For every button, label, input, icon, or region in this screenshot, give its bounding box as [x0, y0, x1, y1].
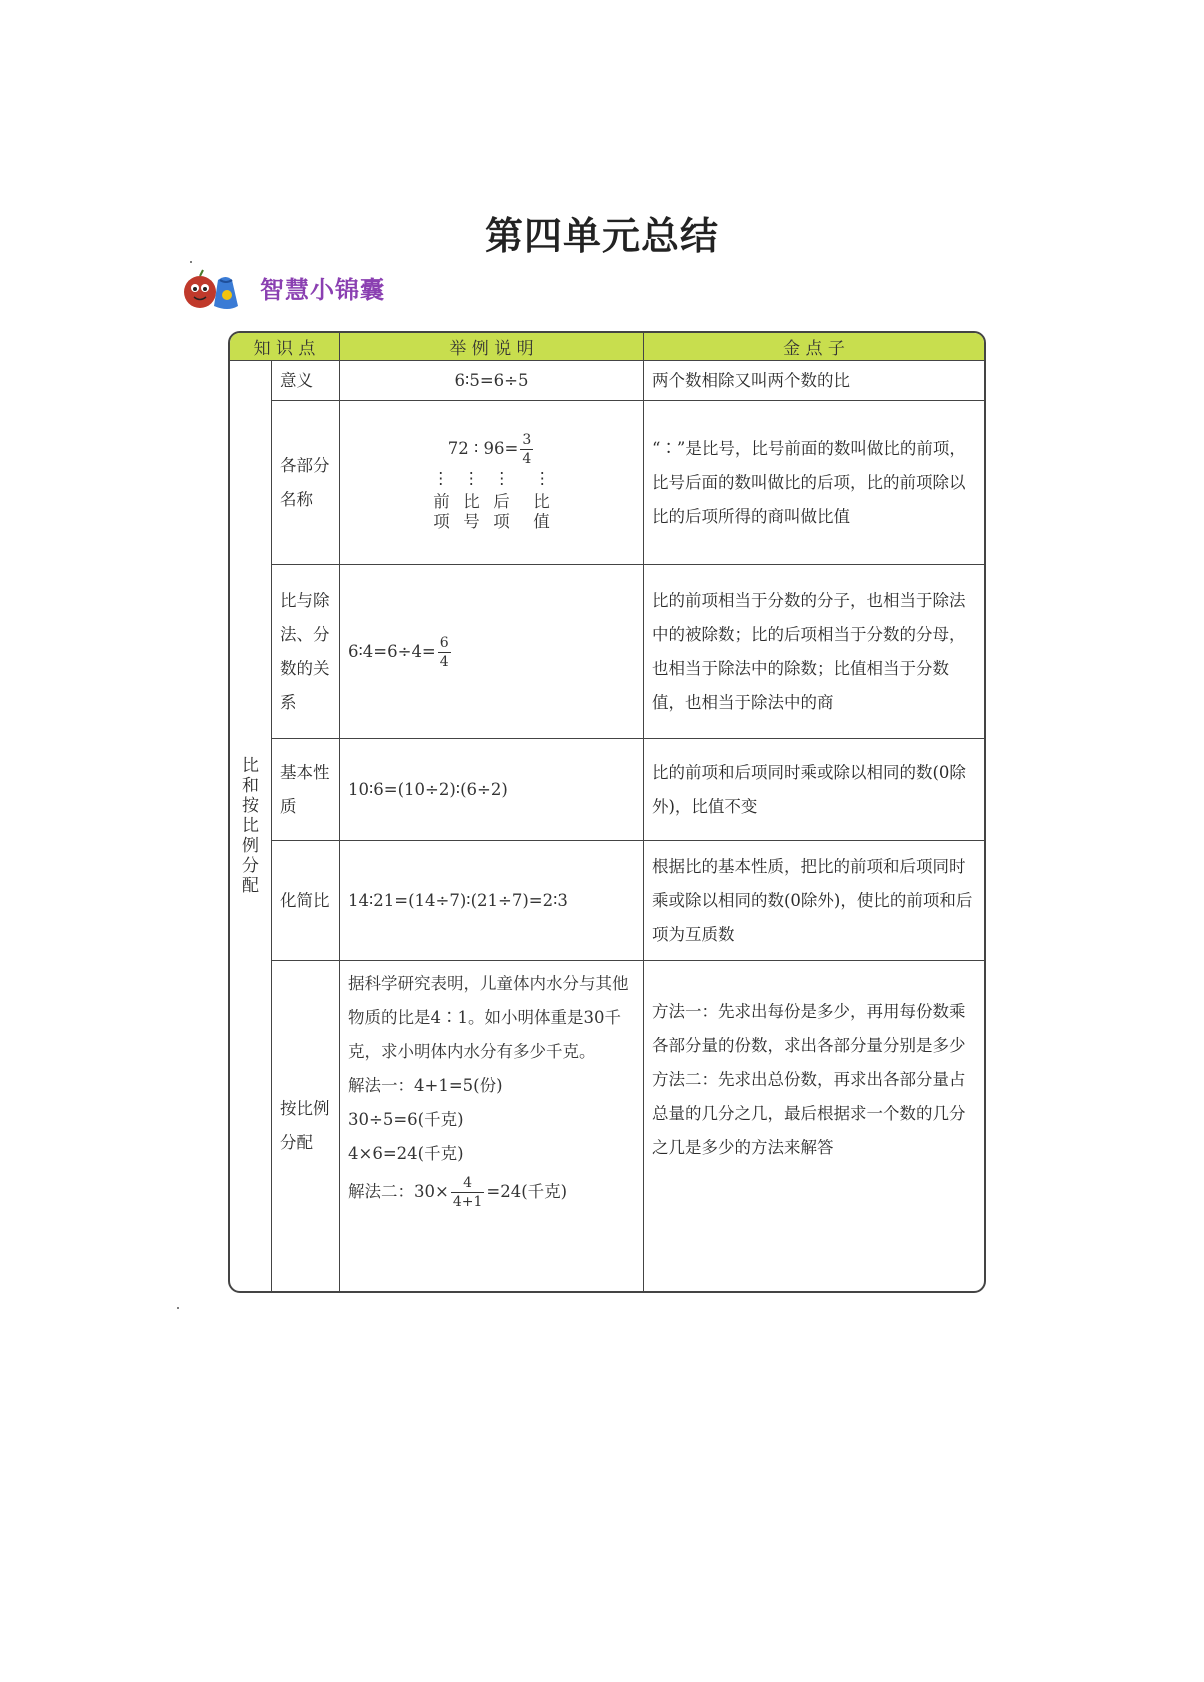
table-row	[230, 961, 984, 1291]
section-banner-label: 智慧小锦囊	[260, 276, 385, 304]
example-cell	[340, 961, 644, 1291]
section-banner	[182, 266, 442, 314]
page-title: 第四单元总结	[484, 214, 719, 258]
solution-2-prefix: 解法二：30×	[348, 1182, 449, 1201]
topic-cell: 按比例分配	[272, 961, 340, 1291]
group-label-cell	[230, 361, 272, 1291]
group-label: 比和按比例分配	[242, 756, 259, 896]
tip-cell: 比的前项相当于分数的分子，也相当于除法中的被除数；比的后项相当于分数的分母，也相当于除法中的除数；比值相当于分数值，也相当于除法中的商	[644, 565, 984, 739]
method-1: 方法一：先求出每份是多少，再用每份数乘各部分量的份数，求出各部分量分别是多少	[652, 1002, 966, 1055]
ratio-equation-text: 72 ∶ 96=	[447, 439, 519, 458]
example-cell: 6∶5=6÷5	[340, 361, 644, 401]
solution-1-step-3: 4×6=24(千克)	[348, 1144, 464, 1163]
table-row	[230, 841, 984, 961]
topic-cell: 意义	[272, 361, 340, 401]
solution-2-fraction	[451, 1176, 485, 1209]
example-cell	[340, 565, 644, 739]
solution-2-suffix: =24(千克)	[486, 1182, 568, 1201]
fraction-numerator: 4	[451, 1176, 485, 1193]
fraction-denominator: 4	[522, 451, 532, 467]
part-label-antecedent: 前项	[433, 492, 450, 531]
table-header-row	[230, 333, 984, 361]
table-row	[230, 565, 984, 739]
part-labels	[348, 492, 635, 532]
fraction-denominator: 4+1	[452, 1194, 483, 1210]
topic-cell: 各部分名称	[272, 401, 340, 565]
scan-speck	[190, 261, 192, 263]
topic-cell: 化简比	[272, 841, 340, 961]
table-row	[230, 401, 984, 565]
summary-table	[228, 331, 986, 1293]
mascot-icon	[182, 266, 254, 312]
ratio-equation	[348, 433, 635, 466]
header-tip: 金 点 子	[644, 333, 984, 361]
part-label-ratio-sign: 比号	[463, 492, 480, 531]
tip-cell: 比的前项和后项同时乘或除以相同的数(0除外)，比值不变	[644, 739, 984, 841]
pointer-marks: ⋮ ⋮ ⋮ ⋮	[432, 469, 551, 488]
scan-speck	[177, 1307, 179, 1309]
fraction-numerator: 3	[522, 432, 532, 448]
table-row	[230, 361, 984, 401]
table-row	[230, 739, 984, 841]
tip-cell: 两个数相除又叫两个数的比	[644, 361, 984, 401]
topic-cell: 比与除法、分数的关系	[272, 565, 340, 739]
fraction-numerator: 6	[439, 634, 449, 651]
topic-cell: 基本性质	[272, 739, 340, 841]
tip-cell	[644, 961, 984, 1291]
example-cell: 14∶21=(14÷7)∶(21÷7)=2∶3	[340, 841, 644, 961]
part-label-ratio-value: 比值	[533, 492, 550, 531]
header-knowledge-point: 知 识 点	[230, 333, 340, 361]
example-cell: 10∶6=(10÷2)∶(6÷2)	[340, 739, 644, 841]
solution-2	[348, 1175, 635, 1209]
example-fraction	[438, 636, 451, 669]
fraction-denominator: 4	[439, 653, 449, 670]
example-cell	[340, 401, 644, 565]
solution-1-step-2: 30÷5=6(千克)	[348, 1110, 464, 1129]
solution-1-step-1: 解法一：4+1=5(份)	[348, 1076, 503, 1095]
part-label-consequent: 后项	[493, 492, 510, 531]
ratio-value-fraction	[520, 433, 533, 466]
problem-text: 据科学研究表明，儿童体内水分与其他物质的比是4∶1。如小明体重是30千克，求小明体内水分有多少千克。	[348, 974, 629, 1061]
tip-cell: “∶”是比号，比号前面的数叫做比的前项，比号后面的数叫做比的后项，比的前项除以比的后项所得的商叫做比值	[644, 401, 984, 565]
header-example: 举 例 说 明	[340, 333, 644, 361]
method-2: 方法二：先求出总份数，再求出各部分量占总量的几分之几，最后根据求一个数的几分之几是多少的方法来解答	[652, 1070, 966, 1157]
example-text: 6∶4=6÷4=	[348, 641, 436, 661]
tip-cell: 根据比的基本性质，把比的前项和后项同时乘或除以相同的数(0除外)，使比的前项和后项为互质数	[644, 841, 984, 961]
